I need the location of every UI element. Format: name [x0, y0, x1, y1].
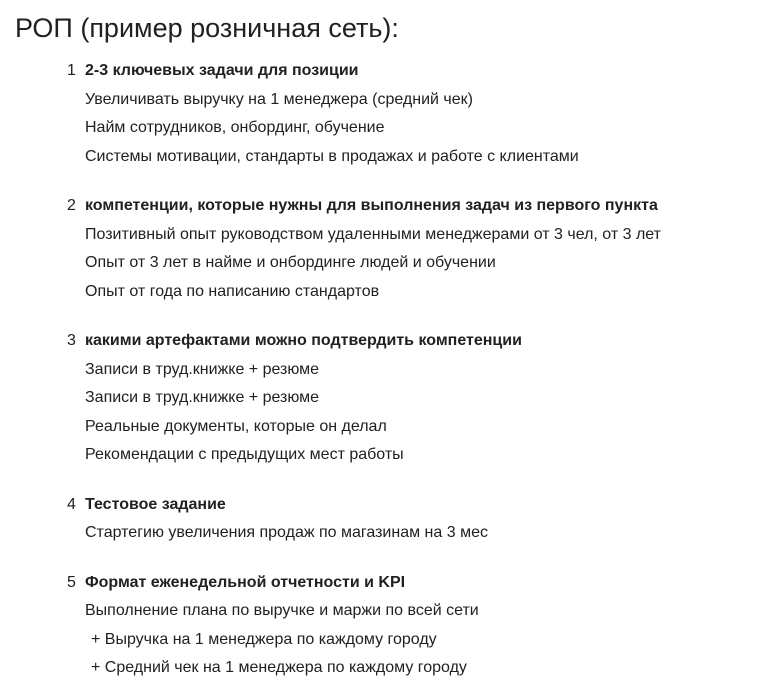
item-number: 5: [67, 573, 76, 591]
list-section-1: [67, 57, 745, 171]
section-content: [85, 569, 479, 683]
item-number: 4: [67, 495, 76, 513]
section-line: + Выручка на 1 менеджера по каждому городу: [91, 630, 437, 648]
section-line: Записи в труд.книжке + резюме: [85, 389, 320, 406]
section-heading: 2-3 ключевых задачи для позиции: [85, 62, 359, 79]
section-line: Записи в труд.книжке + резюме: [85, 360, 320, 378]
section-content: [85, 57, 579, 171]
section-line: Стартегию увеличения продаж по магазинам на 3 мес: [85, 524, 488, 541]
list-section-5: [67, 569, 745, 683]
list-section-4: [67, 491, 745, 548]
section-line: Позитивный опыт руководством удаленными менеджерами от 3 чел, от 3 лет: [85, 225, 661, 243]
section-heading: какими артефактами можно подтвердить компетенции: [85, 332, 522, 349]
section-line: Реальные документы, которые он делал: [85, 417, 387, 435]
section-line: Опыт от 3 лет в найме и онбординге людей и обучении: [85, 254, 496, 271]
section-content: [85, 327, 522, 470]
section-line: + Средний чек на 1 менеджера по каждому городу: [91, 659, 467, 676]
page-title: РОП (пример розничная сеть):: [15, 13, 399, 43]
list-section-2: [67, 192, 745, 306]
section-heading: Тестовое задание: [85, 495, 226, 513]
numbered-list: [15, 57, 745, 683]
section-line: Опыт от года по написанию стандартов: [85, 282, 380, 300]
section-line: Увеличивать выручку на 1 менеджера (средний чек): [85, 90, 473, 108]
section-heading: компетенции, которые нужны для выполнения задач из первого пункта: [85, 197, 658, 214]
section-heading: Формат еженедельной отчетности и KPI: [85, 573, 406, 591]
item-number: 2: [67, 197, 76, 214]
list-section-3: [67, 327, 745, 470]
section-line: Системы мотивации, стандарты в продажах и работе с клиентами: [85, 147, 579, 165]
section-content: [85, 491, 488, 548]
section-content: [85, 192, 661, 306]
item-number: 1: [67, 62, 76, 79]
section-line: Выполнение плана по выручке и маржи по всей сети: [85, 602, 479, 619]
item-number: 3: [67, 332, 76, 349]
section-line: Рекомендации с предыдущих мест работы: [85, 446, 404, 463]
section-line: Найм сотрудников, онбординг, обучение: [85, 119, 385, 136]
